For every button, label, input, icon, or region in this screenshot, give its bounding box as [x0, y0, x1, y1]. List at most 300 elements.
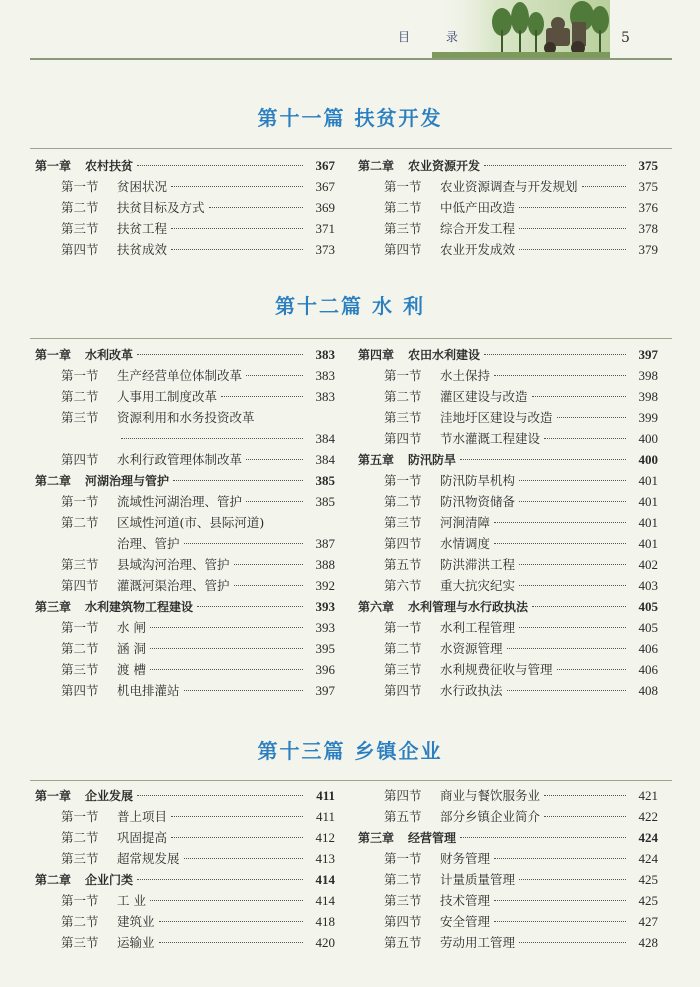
entry-page-number: 424	[638, 830, 658, 845]
dot-leader	[494, 921, 626, 922]
toc-section-entry[interactable]	[35, 806, 335, 827]
dot-leader	[137, 354, 303, 355]
entry-page-number: 400	[638, 452, 658, 467]
toc-section-entry[interactable]	[35, 407, 335, 428]
entry-page-number: 367	[315, 179, 335, 194]
entry-number: 第三节	[61, 221, 99, 236]
entry-title: 超常规发展	[117, 851, 180, 866]
entry-page-number: 388	[315, 557, 335, 572]
entry-title: 经营管理	[408, 831, 457, 845]
entry-number: 第三节	[61, 851, 99, 866]
dot-leader	[519, 228, 626, 229]
entry-page-number: 414	[315, 872, 335, 887]
entry-number: 第三节	[384, 515, 422, 530]
toc-section-entry[interactable]	[35, 890, 335, 911]
toc-section-entry[interactable]	[358, 785, 658, 806]
entry-title: 中低产田改造	[440, 200, 516, 215]
toc-section-entry[interactable]	[35, 239, 335, 260]
dot-leader	[171, 837, 303, 838]
entry-title: 企业门类	[85, 873, 134, 887]
entry-title: 资源利用和水务投资改革	[117, 410, 255, 425]
entry-number: 第三节	[384, 662, 422, 677]
toc-section-entry[interactable]	[358, 428, 658, 449]
toc-section-entry[interactable]	[358, 659, 658, 680]
entry-number: 第六章	[358, 600, 395, 614]
dot-leader	[159, 942, 303, 943]
dot-leader	[519, 207, 626, 208]
entry-title: 涵 洞	[117, 641, 146, 656]
entry-page-number: 383	[315, 347, 335, 362]
section-divider	[30, 780, 672, 781]
entry-title: 防汛防旱	[408, 453, 457, 467]
entry-number: 第五节	[384, 809, 422, 824]
entry-number: 第二章	[35, 474, 72, 488]
toc-section-entry[interactable]	[358, 239, 658, 260]
entry-title: 水 闸	[117, 620, 146, 635]
dot-leader	[184, 690, 303, 691]
dot-leader	[519, 249, 626, 250]
entry-page-number: 383	[315, 389, 335, 404]
entry-number: 第三章	[358, 831, 395, 845]
entry-page-number: 414	[315, 893, 335, 908]
toc-chapter-entry[interactable]	[358, 596, 658, 617]
toc-section-entry[interactable]	[358, 911, 658, 932]
toc-section-entry[interactable]	[35, 533, 335, 554]
entry-page-number: 428	[638, 935, 658, 950]
entry-number: 第五章	[358, 453, 395, 467]
entry-title: 灌区建设与改造	[440, 389, 528, 404]
part-title: 第十三篇 乡镇企业	[257, 739, 443, 763]
entry-page-number: 406	[638, 641, 658, 656]
entry-number: 第四节	[384, 536, 422, 551]
entry-number: 第一节	[61, 620, 99, 635]
entry-page-number: 399	[638, 410, 658, 425]
entry-page-number: 375	[638, 179, 658, 194]
entry-number: 第一节	[61, 893, 99, 908]
dot-leader	[544, 438, 626, 439]
toc-section-entry[interactable]	[358, 638, 658, 659]
entry-number: 第二节	[61, 830, 99, 845]
toc-section-entry[interactable]	[358, 386, 658, 407]
toc-section-entry[interactable]	[35, 827, 335, 848]
toc-chapter-entry[interactable]	[35, 596, 335, 617]
entry-page-number: 378	[638, 221, 658, 236]
dot-leader	[532, 606, 626, 607]
dot-leader	[171, 186, 303, 187]
entry-title: 流域性河湖治理、管护	[117, 494, 243, 509]
entry-page-number: 421	[638, 788, 658, 803]
entry-title: 人事用工制度改革	[117, 389, 218, 404]
entry-number: 第四节	[61, 452, 99, 467]
dot-leader	[246, 459, 303, 460]
entry-page-number: 411	[316, 788, 335, 803]
entry-page-number: 422	[638, 809, 658, 824]
dot-leader	[150, 627, 303, 628]
entry-page-number: 393	[315, 620, 335, 635]
entry-number: 第三章	[35, 600, 72, 614]
entry-title: 水利建筑物工程建设	[85, 600, 194, 614]
entry-page-number: 398	[638, 389, 658, 404]
entry-title: 区域性河道(市、县际河道)	[117, 515, 265, 530]
toc-section-entry[interactable]	[35, 365, 335, 386]
entry-title: 渡 槽	[117, 662, 146, 677]
toc-section-entry[interactable]	[358, 890, 658, 911]
toc-chapter-entry[interactable]	[35, 155, 335, 176]
dot-leader	[519, 585, 626, 586]
entry-title: 巩固提高	[117, 830, 168, 845]
entry-title: 农业开发成效	[440, 242, 516, 257]
toc-section-entry[interactable]	[358, 407, 658, 428]
entry-title: 技术管理	[440, 893, 491, 908]
entry-title: 水行政执法	[440, 683, 503, 698]
entry-page-number: 424	[638, 851, 658, 866]
dot-leader	[460, 837, 626, 838]
dot-leader	[137, 795, 303, 796]
entry-number: 第四节	[61, 578, 99, 593]
entry-page-number: 373	[315, 242, 335, 257]
dot-leader	[171, 228, 303, 229]
toc-column-left	[35, 344, 335, 701]
entry-number: 第三节	[384, 221, 422, 236]
toc-section-entry[interactable]	[358, 176, 658, 197]
entry-title: 水利规费征收与管理	[440, 662, 553, 677]
entry-number: 第五节	[384, 935, 422, 950]
entry-number: 第四节	[61, 683, 99, 698]
dot-leader	[519, 627, 626, 628]
header-title: 目 录	[398, 30, 474, 44]
toc-section-entry[interactable]	[35, 659, 335, 680]
entry-number: 第五节	[384, 557, 422, 572]
entry-page-number: 397	[638, 347, 658, 362]
dot-leader	[173, 480, 303, 481]
entry-page-number: 401	[638, 536, 658, 551]
toc-section-entry[interactable]	[358, 617, 658, 638]
dot-leader	[507, 648, 626, 649]
toc-section-entry[interactable]	[35, 449, 335, 470]
entry-number: 第一节	[384, 851, 422, 866]
entry-title: 水利管理与水行政执法	[408, 600, 529, 614]
entry-page-number: 398	[638, 368, 658, 383]
dot-leader	[494, 522, 626, 523]
entry-number: 第二节	[384, 494, 422, 509]
toc-section-entry[interactable]	[35, 680, 335, 701]
entry-page-number: 384	[315, 431, 335, 446]
page-header	[0, 0, 700, 60]
section-divider	[30, 148, 672, 149]
entry-title: 贫困状况	[117, 179, 168, 194]
entry-title: 综合开发工程	[440, 221, 516, 236]
toc-section-entry[interactable]	[358, 848, 658, 869]
dot-leader	[150, 648, 303, 649]
page-number: 5	[621, 30, 630, 46]
entry-number: 第三节	[61, 935, 99, 950]
entry-page-number: 420	[315, 935, 335, 950]
entry-number: 第四节	[384, 788, 422, 803]
entry-page-number: 408	[638, 683, 658, 698]
entry-page-number: 376	[638, 200, 658, 215]
part-title: 第十二篇 水 利	[275, 294, 425, 318]
entry-number: 第六节	[384, 578, 422, 593]
entry-title: 财务管理	[440, 851, 491, 866]
entry-page-number: 406	[638, 662, 658, 677]
entry-page-number: 401	[638, 494, 658, 509]
entry-title: 防洪滞洪工程	[440, 557, 516, 572]
toc-section-entry[interactable]	[35, 512, 335, 533]
dot-leader	[544, 795, 626, 796]
entry-title: 河湖治理与管护	[85, 474, 170, 488]
toc-section-entry[interactable]	[35, 554, 335, 575]
toc-section-entry[interactable]	[35, 575, 335, 596]
dot-leader	[246, 501, 303, 502]
toc-chapter-entry[interactable]	[358, 449, 658, 470]
dot-leader	[494, 375, 626, 376]
entry-number: 第二节	[384, 389, 422, 404]
dot-leader	[150, 900, 303, 901]
dot-leader	[507, 690, 626, 691]
entry-page-number: 385	[315, 494, 335, 509]
toc-section-entry[interactable]	[35, 932, 335, 953]
toc-section-entry[interactable]	[35, 428, 335, 449]
entry-number: 第二节	[384, 641, 422, 656]
entry-page-number: 412	[315, 830, 335, 845]
entry-title: 农业资源调查与开发规划	[440, 179, 578, 194]
entry-title: 水土保持	[440, 368, 491, 383]
entry-number: 第四节	[384, 431, 422, 446]
entry-number: 第三节	[384, 410, 422, 425]
entry-number: 第二节	[384, 872, 422, 887]
entry-page-number: 371	[315, 221, 335, 236]
dot-leader	[519, 564, 626, 565]
entry-number: 第四节	[61, 242, 99, 257]
dot-leader	[246, 375, 303, 376]
entry-number: 第一节	[384, 620, 422, 635]
entry-title: 治理、管护	[117, 536, 180, 551]
dot-leader	[494, 858, 626, 859]
section-divider	[30, 338, 672, 339]
entry-title: 安全管理	[440, 914, 491, 929]
entry-title: 水利改革	[85, 348, 134, 362]
toc-section-entry[interactable]	[358, 470, 658, 491]
entry-page-number: 401	[638, 515, 658, 530]
entry-title: 水资源管理	[440, 641, 503, 656]
entry-number: 第一节	[61, 494, 99, 509]
toc-chapter-entry[interactable]	[358, 155, 658, 176]
toc-section-entry[interactable]	[35, 848, 335, 869]
toc-section-entry[interactable]	[358, 365, 658, 386]
entry-number: 第二节	[61, 515, 99, 530]
entry-page-number: 418	[315, 914, 335, 929]
entry-title: 扶贫工程	[117, 221, 168, 236]
entry-page-number: 401	[638, 473, 658, 488]
toc-column-right	[358, 344, 658, 701]
toc-section-entry[interactable]	[358, 869, 658, 890]
entry-title: 水利工程管理	[440, 620, 516, 635]
toc-chapter-entry[interactable]	[35, 869, 335, 890]
dot-leader	[159, 921, 303, 922]
dot-leader	[121, 438, 303, 439]
toc-section-entry[interactable]	[35, 911, 335, 932]
dot-leader	[582, 186, 626, 187]
entry-number: 第三节	[61, 557, 99, 572]
entry-title: 农村扶贫	[85, 159, 134, 173]
toc-section-entry[interactable]	[358, 932, 658, 953]
dot-leader	[171, 249, 303, 250]
dot-leader	[519, 879, 626, 880]
toc-section-entry[interactable]	[35, 491, 335, 512]
toc-section-entry[interactable]	[358, 218, 658, 239]
toc-section-entry[interactable]	[358, 512, 658, 533]
dot-leader	[197, 606, 303, 607]
dot-leader	[234, 564, 303, 565]
toc-section-entry[interactable]	[358, 533, 658, 554]
dot-leader	[460, 459, 626, 460]
toc-section-entry[interactable]	[358, 197, 658, 218]
entry-title: 扶贫目标及方式	[117, 200, 205, 215]
entry-number: 第二章	[35, 873, 72, 887]
header-rule	[30, 58, 672, 60]
toc-column-left	[35, 155, 335, 260]
entry-page-number: 375	[638, 158, 658, 173]
toc-section-entry[interactable]	[35, 386, 335, 407]
toc-chapter-entry[interactable]	[358, 344, 658, 365]
entry-page-number: 405	[638, 620, 658, 635]
entry-number: 第四章	[358, 348, 395, 362]
toc-column-right	[358, 785, 658, 953]
entry-number: 第一节	[61, 809, 99, 824]
entry-title: 洼地圩区建设与改造	[440, 410, 553, 425]
dot-leader	[184, 858, 303, 859]
entry-number: 第四节	[384, 914, 422, 929]
entry-number: 第二节	[61, 641, 99, 656]
entry-page-number: 396	[315, 662, 335, 677]
entry-number: 第一章	[35, 159, 72, 173]
dot-leader	[494, 900, 626, 901]
toc-column-left	[35, 785, 335, 953]
dot-leader	[519, 480, 626, 481]
entry-page-number: 425	[638, 872, 658, 887]
entry-title: 灌溉河渠治理、管护	[117, 578, 230, 593]
entry-title: 水利行政管理体制改革	[117, 452, 243, 467]
entry-page-number: 387	[315, 536, 335, 551]
entry-number: 第一节	[61, 368, 99, 383]
dot-leader	[234, 585, 303, 586]
entry-number: 第二节	[384, 200, 422, 215]
toc-chapter-entry[interactable]	[35, 785, 335, 806]
entry-number: 第三节	[61, 410, 99, 425]
dot-leader	[544, 816, 626, 817]
entry-page-number: 384	[315, 452, 335, 467]
toc-section-entry[interactable]	[358, 491, 658, 512]
entry-page-number: 393	[315, 599, 335, 614]
dot-leader	[557, 417, 626, 418]
dot-leader	[209, 207, 303, 208]
entry-page-number: 383	[315, 368, 335, 383]
entry-number: 第三节	[61, 662, 99, 677]
entry-page-number: 392	[315, 578, 335, 593]
entry-page-number: 413	[315, 851, 335, 866]
entry-page-number: 402	[638, 557, 658, 572]
entry-title: 生产经营单位体制改革	[117, 368, 243, 383]
dot-leader	[557, 669, 626, 670]
toc-chapter-entry[interactable]	[35, 470, 335, 491]
entry-page-number: 411	[315, 809, 335, 824]
toc-section-entry[interactable]	[35, 638, 335, 659]
entry-page-number: 367	[315, 158, 335, 173]
entry-title: 县域沟河治理、管护	[117, 557, 230, 572]
entry-title: 农田水利建设	[408, 348, 481, 362]
dot-leader	[494, 543, 626, 544]
entry-number: 第二章	[358, 159, 395, 173]
dot-leader	[150, 669, 303, 670]
entry-number: 第三节	[384, 893, 422, 908]
entry-page-number: 379	[638, 242, 658, 257]
entry-number: 第一节	[384, 179, 422, 194]
entry-page-number: 400	[638, 431, 658, 446]
entry-title: 重大抗灾纪实	[440, 578, 516, 593]
entry-page-number: 385	[315, 473, 335, 488]
entry-number: 第一章	[35, 789, 72, 803]
dot-leader	[484, 165, 626, 166]
part-title: 第十一篇 扶贫开发	[257, 106, 443, 130]
toc-section-entry[interactable]	[35, 176, 335, 197]
entry-number: 第一节	[61, 179, 99, 194]
entry-page-number: 369	[315, 200, 335, 215]
entry-number: 第二节	[61, 200, 99, 215]
dot-leader	[137, 879, 303, 880]
toc-section-entry[interactable]	[358, 554, 658, 575]
dot-leader	[519, 501, 626, 502]
entry-number: 第四节	[384, 683, 422, 698]
toc-section-entry[interactable]	[358, 680, 658, 701]
entry-title: 节水灌溉工程建设	[440, 431, 541, 446]
entry-number: 第一节	[384, 473, 422, 488]
dot-leader	[137, 165, 303, 166]
entry-title: 计量质量管理	[440, 872, 516, 887]
toc-chapter-entry[interactable]	[358, 827, 658, 848]
entry-title: 扶贫成效	[117, 242, 168, 257]
toc-section-entry[interactable]	[358, 575, 658, 596]
entry-page-number: 397	[315, 683, 335, 698]
entry-page-number: 395	[315, 641, 335, 656]
entry-number: 第二节	[61, 914, 99, 929]
entry-number: 第一章	[35, 348, 72, 362]
dot-leader	[171, 816, 303, 817]
entry-number: 第二节	[61, 389, 99, 404]
entry-title: 机电排灌站	[117, 683, 180, 698]
toc-section-entry[interactable]	[35, 218, 335, 239]
entry-title: 工 业	[117, 893, 146, 908]
dot-leader	[532, 396, 626, 397]
entry-title: 河涧清障	[440, 515, 491, 530]
entry-page-number: 405	[638, 599, 658, 614]
toc-chapter-entry[interactable]	[35, 344, 335, 365]
entry-number: 第一节	[384, 368, 422, 383]
entry-title: 建筑业	[117, 914, 155, 929]
toc-section-entry[interactable]	[35, 617, 335, 638]
entry-page-number: 425	[638, 893, 658, 908]
entry-title: 防汛物资储备	[440, 494, 516, 509]
entry-page-number: 427	[638, 914, 658, 929]
entry-number: 第四节	[384, 242, 422, 257]
entry-title: 水情调度	[440, 536, 491, 551]
dot-leader	[221, 396, 303, 397]
toc-section-entry[interactable]	[35, 197, 335, 218]
toc-column-right	[358, 155, 658, 260]
entry-title: 普上项目	[117, 809, 168, 824]
toc-section-entry[interactable]	[358, 806, 658, 827]
entry-title: 农业资源开发	[408, 159, 481, 173]
entry-title: 劳动用工管理	[440, 935, 516, 950]
